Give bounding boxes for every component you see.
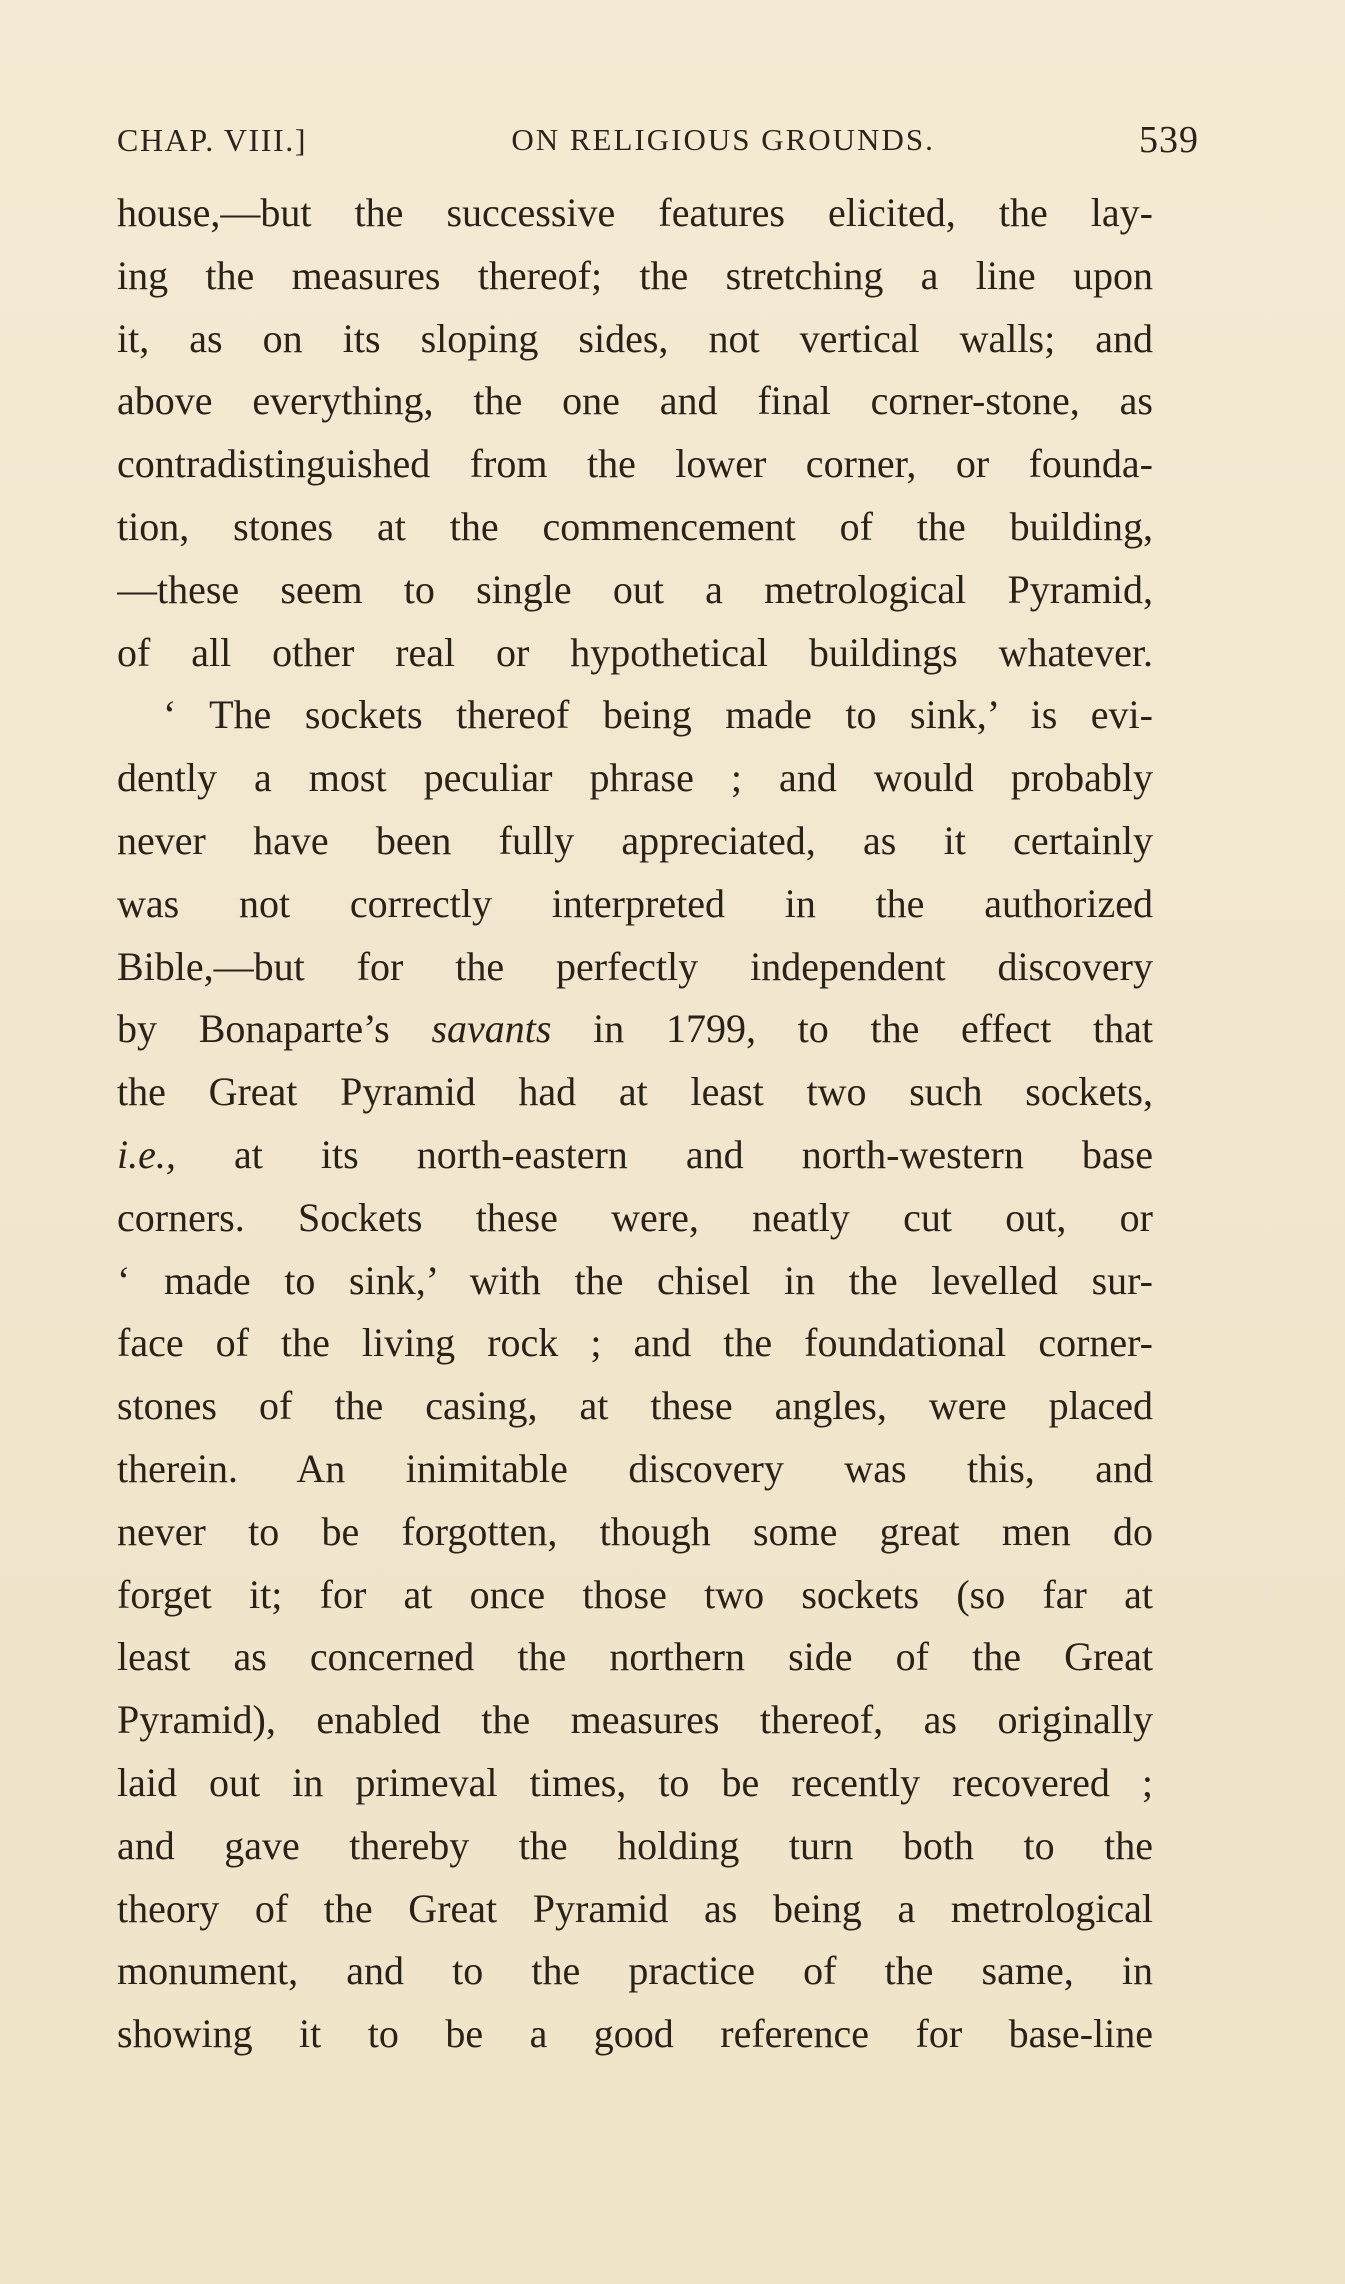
text-line: ing the measures thereof; the stretching a line upon [117, 252, 1153, 298]
text-line: house,—but the successive features elicited, the lay- [117, 190, 1153, 235]
text-line: showing it to be a good reference for base-line [117, 2011, 1153, 2057]
text-line: tion, stones at the commencement of the building, [117, 503, 1153, 549]
text-line: corners. Sockets these were, neatly cut out, or [117, 1194, 1153, 1240]
text-fragment: in 1799, to the effect that [593, 1006, 1153, 1052]
text-line: of all other real or hypothetical buildings whatever. [117, 629, 1153, 675]
italic-fragment: i.e., [117, 1131, 176, 1177]
text-line: least as concerned the northern side of the Great [117, 1634, 1153, 1680]
text-line: and gave thereby the holding turn both to the [117, 1822, 1153, 1868]
text-line: Pyramid), enabled the measures thereof, as originally [117, 1697, 1153, 1743]
text-line: was not correctly interpreted in the authorized [117, 880, 1153, 926]
text-line: —these seem to single out a metrological Pyramid, [117, 566, 1153, 612]
text-line: dently a most peculiar phrase ; and would probably [117, 755, 1153, 801]
text-line: Bible,—but for the perfectly independent discovery [117, 943, 1153, 989]
text-line: never have been fully appreciated, as it certainly [117, 817, 1153, 863]
text-line: laid out in primeval times, to be recently recovered ; [117, 1759, 1153, 1805]
chapter-label: CHAP. VIII.] [117, 121, 308, 158]
text-line: monument, and to the practice of the same, in [117, 1948, 1153, 1994]
text-line: it, as on its sloping sides, not vertical walls; and [117, 315, 1153, 361]
text-line: therein. An inimitable discovery was this, and [117, 1445, 1153, 1491]
text-line: above everything, the one and final corner-stone, as [117, 378, 1153, 424]
text-line: contradistinguished from the lower corner, or founda- [117, 441, 1153, 487]
text-line-mixed [117, 998, 1153, 1061]
text-line: stones of the casing, at these angles, were placed [117, 1383, 1153, 1429]
text-line: never to be forgotten, though some great men do [117, 1508, 1153, 1554]
body-text [117, 182, 1153, 2066]
text-line: the Great Pyramid had at least two such sockets, [117, 1069, 1153, 1115]
text-line-mixed [117, 1124, 1153, 1187]
text-fragment: by Bonaparte’s [117, 1006, 390, 1052]
italic-fragment: savants [431, 1006, 552, 1052]
text-fragment: at its north-eastern and north-western base [233, 1131, 1153, 1177]
text-line: ‘ The sockets thereof being made to sink,’ is evi- [163, 692, 1153, 738]
text-line: face of the living rock ; and the foundational corner- [117, 1320, 1153, 1366]
page-number: 539 [1139, 119, 1199, 161]
text-line: theory of the Great Pyramid as being a metrological [117, 1885, 1153, 1931]
running-header [117, 112, 1199, 168]
text-line: forget it; for at once those two sockets (so far at [117, 1571, 1153, 1617]
running-title: ON RELIGIOUS GROUNDS. [511, 122, 935, 157]
text-line: ‘ made to sink,’ with the chisel in the levelled sur- [117, 1257, 1153, 1303]
